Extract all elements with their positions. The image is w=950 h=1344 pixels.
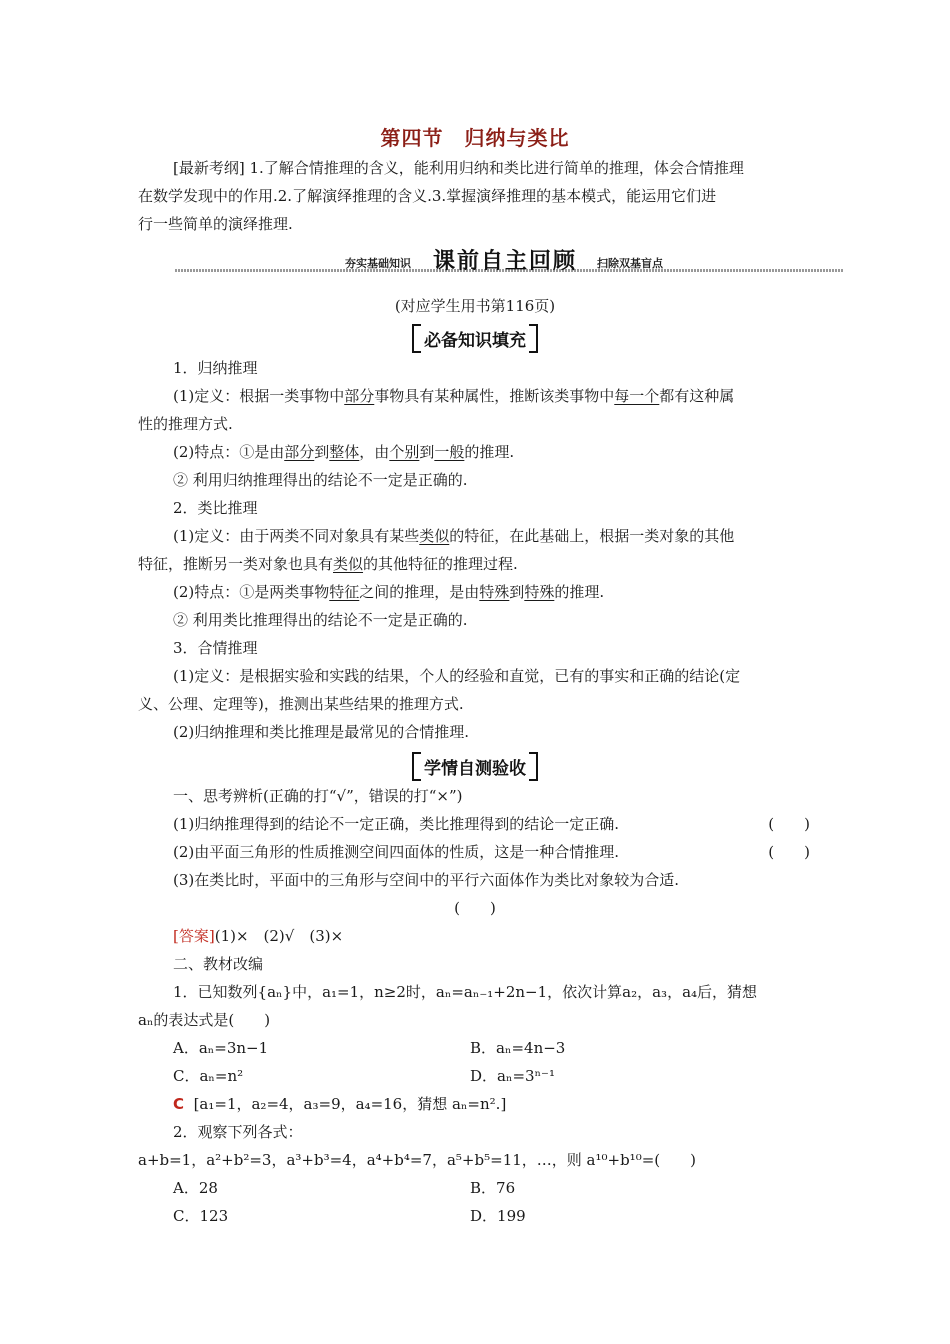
plausible-definition: (1)定义：是根据实验和实践的结果，个人的经验和直觉，已有的事实和正确的结论(定 xyxy=(173,667,741,685)
syllabus-line-1: [最新考纲] 1.了解合情推理的含义，能利用归纳和类比进行简单的推理，体会合情推理 xyxy=(173,159,744,177)
solution-letter: C xyxy=(173,1095,185,1113)
judge-answer: [答案](1)× (2)√ (3)× xyxy=(173,927,344,945)
judge-heading: 一、思考辨析(正确的打“√”，错误的打“×”) xyxy=(173,787,463,805)
analogy-feature: (2)特点：①是两类事物特征之间的推理，是由特殊到特殊的推理. xyxy=(173,583,605,601)
judge-item-2: (2)由平面三角形的性质推测空间四面体的性质，这是一种合情推理. xyxy=(173,843,620,861)
induction-heading: 1．归纳推理 xyxy=(173,359,258,377)
book-reference: (对应学生用书第116页) xyxy=(394,297,556,315)
banner-left-text: 夯实基础知识 xyxy=(345,257,411,270)
syllabus-line-2: 在数学发现中的作用.2.了解演绎推理的含义.3.掌握演绎推理的基本模式，能运用它们进 xyxy=(138,187,717,205)
box-heading-selftest: 学情自测验收 xyxy=(0,754,950,779)
problem-1-option-c: C．aₙ=n² xyxy=(173,1067,244,1085)
problem-2-line-2: a+b=1，a²+b²=3，a³+b³=4，a⁴+b⁴=7，a⁵+b⁵=11，…，则 a¹⁰+b¹⁰=( ) xyxy=(138,1151,696,1169)
answer-blank-2: ( ) xyxy=(768,843,810,861)
plausible-heading: 3．合情推理 xyxy=(173,639,258,657)
problem-2-option-d: D．199 xyxy=(470,1207,526,1225)
problem-1-line-1: 1．已知数列{aₙ}中，a₁=1，n≥2时，aₙ=aₙ₋₁+2n−1，依次计算a₂，a₃，a₄后，猜想 xyxy=(173,983,758,1001)
problem-1-solution: C [a₁=1，a₂=4，a₃=9，a₄=16，猜想 aₙ=n².] xyxy=(173,1095,507,1113)
problem-2-option-b: B．76 xyxy=(470,1179,516,1197)
section-banner xyxy=(175,244,843,278)
problem-1-line-2: aₙ的表达式是( ) xyxy=(138,1011,271,1029)
problem-1-option-d: D．aₙ=3ⁿ⁻¹ xyxy=(470,1067,555,1085)
banner-right-text: 扫除双基盲点 xyxy=(597,257,663,270)
answer-blank-3: ( ) xyxy=(454,899,496,917)
judge-item-1: (1)归纳推理得到的结论不一定正确，类比推理得到的结论一定正确. xyxy=(173,815,620,833)
problem-2-option-a: A．28 xyxy=(173,1179,218,1197)
box-heading-knowledge: 必备知识填充 xyxy=(0,326,950,351)
syllabus-tag: [最新考纲] xyxy=(173,159,245,177)
answer-tag: [答案] xyxy=(173,927,215,945)
induction-definition-cont: 性的推理方式. xyxy=(138,415,233,433)
problem-1-option-a: A．aₙ=3n−1 xyxy=(173,1039,269,1057)
problem-2-option-c: C．123 xyxy=(173,1207,229,1225)
problem-1-option-b: B．aₙ=4n−3 xyxy=(470,1039,566,1057)
problem-2-line-1: 2．观察下列各式： xyxy=(173,1123,303,1141)
induction-definition: (1)定义：根据一类事物中部分事物具有某种属性，推断该类事物中每一个都有这种属 xyxy=(173,387,735,405)
textbook-heading: 二、教材改编 xyxy=(173,955,264,973)
analogy-definition: (1)定义：由于两类不同对象具有某些类似的特征，在此基础上，根据一类对象的其他 xyxy=(173,527,735,545)
judge-item-3: (3)在类比时，平面中的三角形与空间中的平行六面体作为类比对象较为合适. xyxy=(173,871,680,889)
section-title: 第四节 归纳与类比 xyxy=(380,126,570,150)
plausible-note: (2)归纳推理和类比推理是最常见的合情推理. xyxy=(173,723,470,741)
analogy-feature-2: ② 利用类比推理得出的结论不一定是正确的. xyxy=(173,611,468,629)
analogy-definition-cont: 特征，推断另一类对象也具有类似的其他特征的推理过程. xyxy=(138,555,518,573)
syllabus-line-3: 行一些简单的演绎推理. xyxy=(138,215,293,233)
banner-center-text: 课前自主回顾 xyxy=(433,249,578,274)
answer-blank-1: ( ) xyxy=(768,815,810,833)
analogy-heading: 2．类比推理 xyxy=(173,499,258,517)
induction-feature: (2)特点：①是由部分到整体，由个别到一般的推理. xyxy=(173,443,515,461)
plausible-definition-cont: 义、公理、定理等)，推测出某些结果的推理方式. xyxy=(138,695,464,713)
induction-feature-2: ② 利用归纳推理得出的结论不一定是正确的. xyxy=(173,471,468,489)
